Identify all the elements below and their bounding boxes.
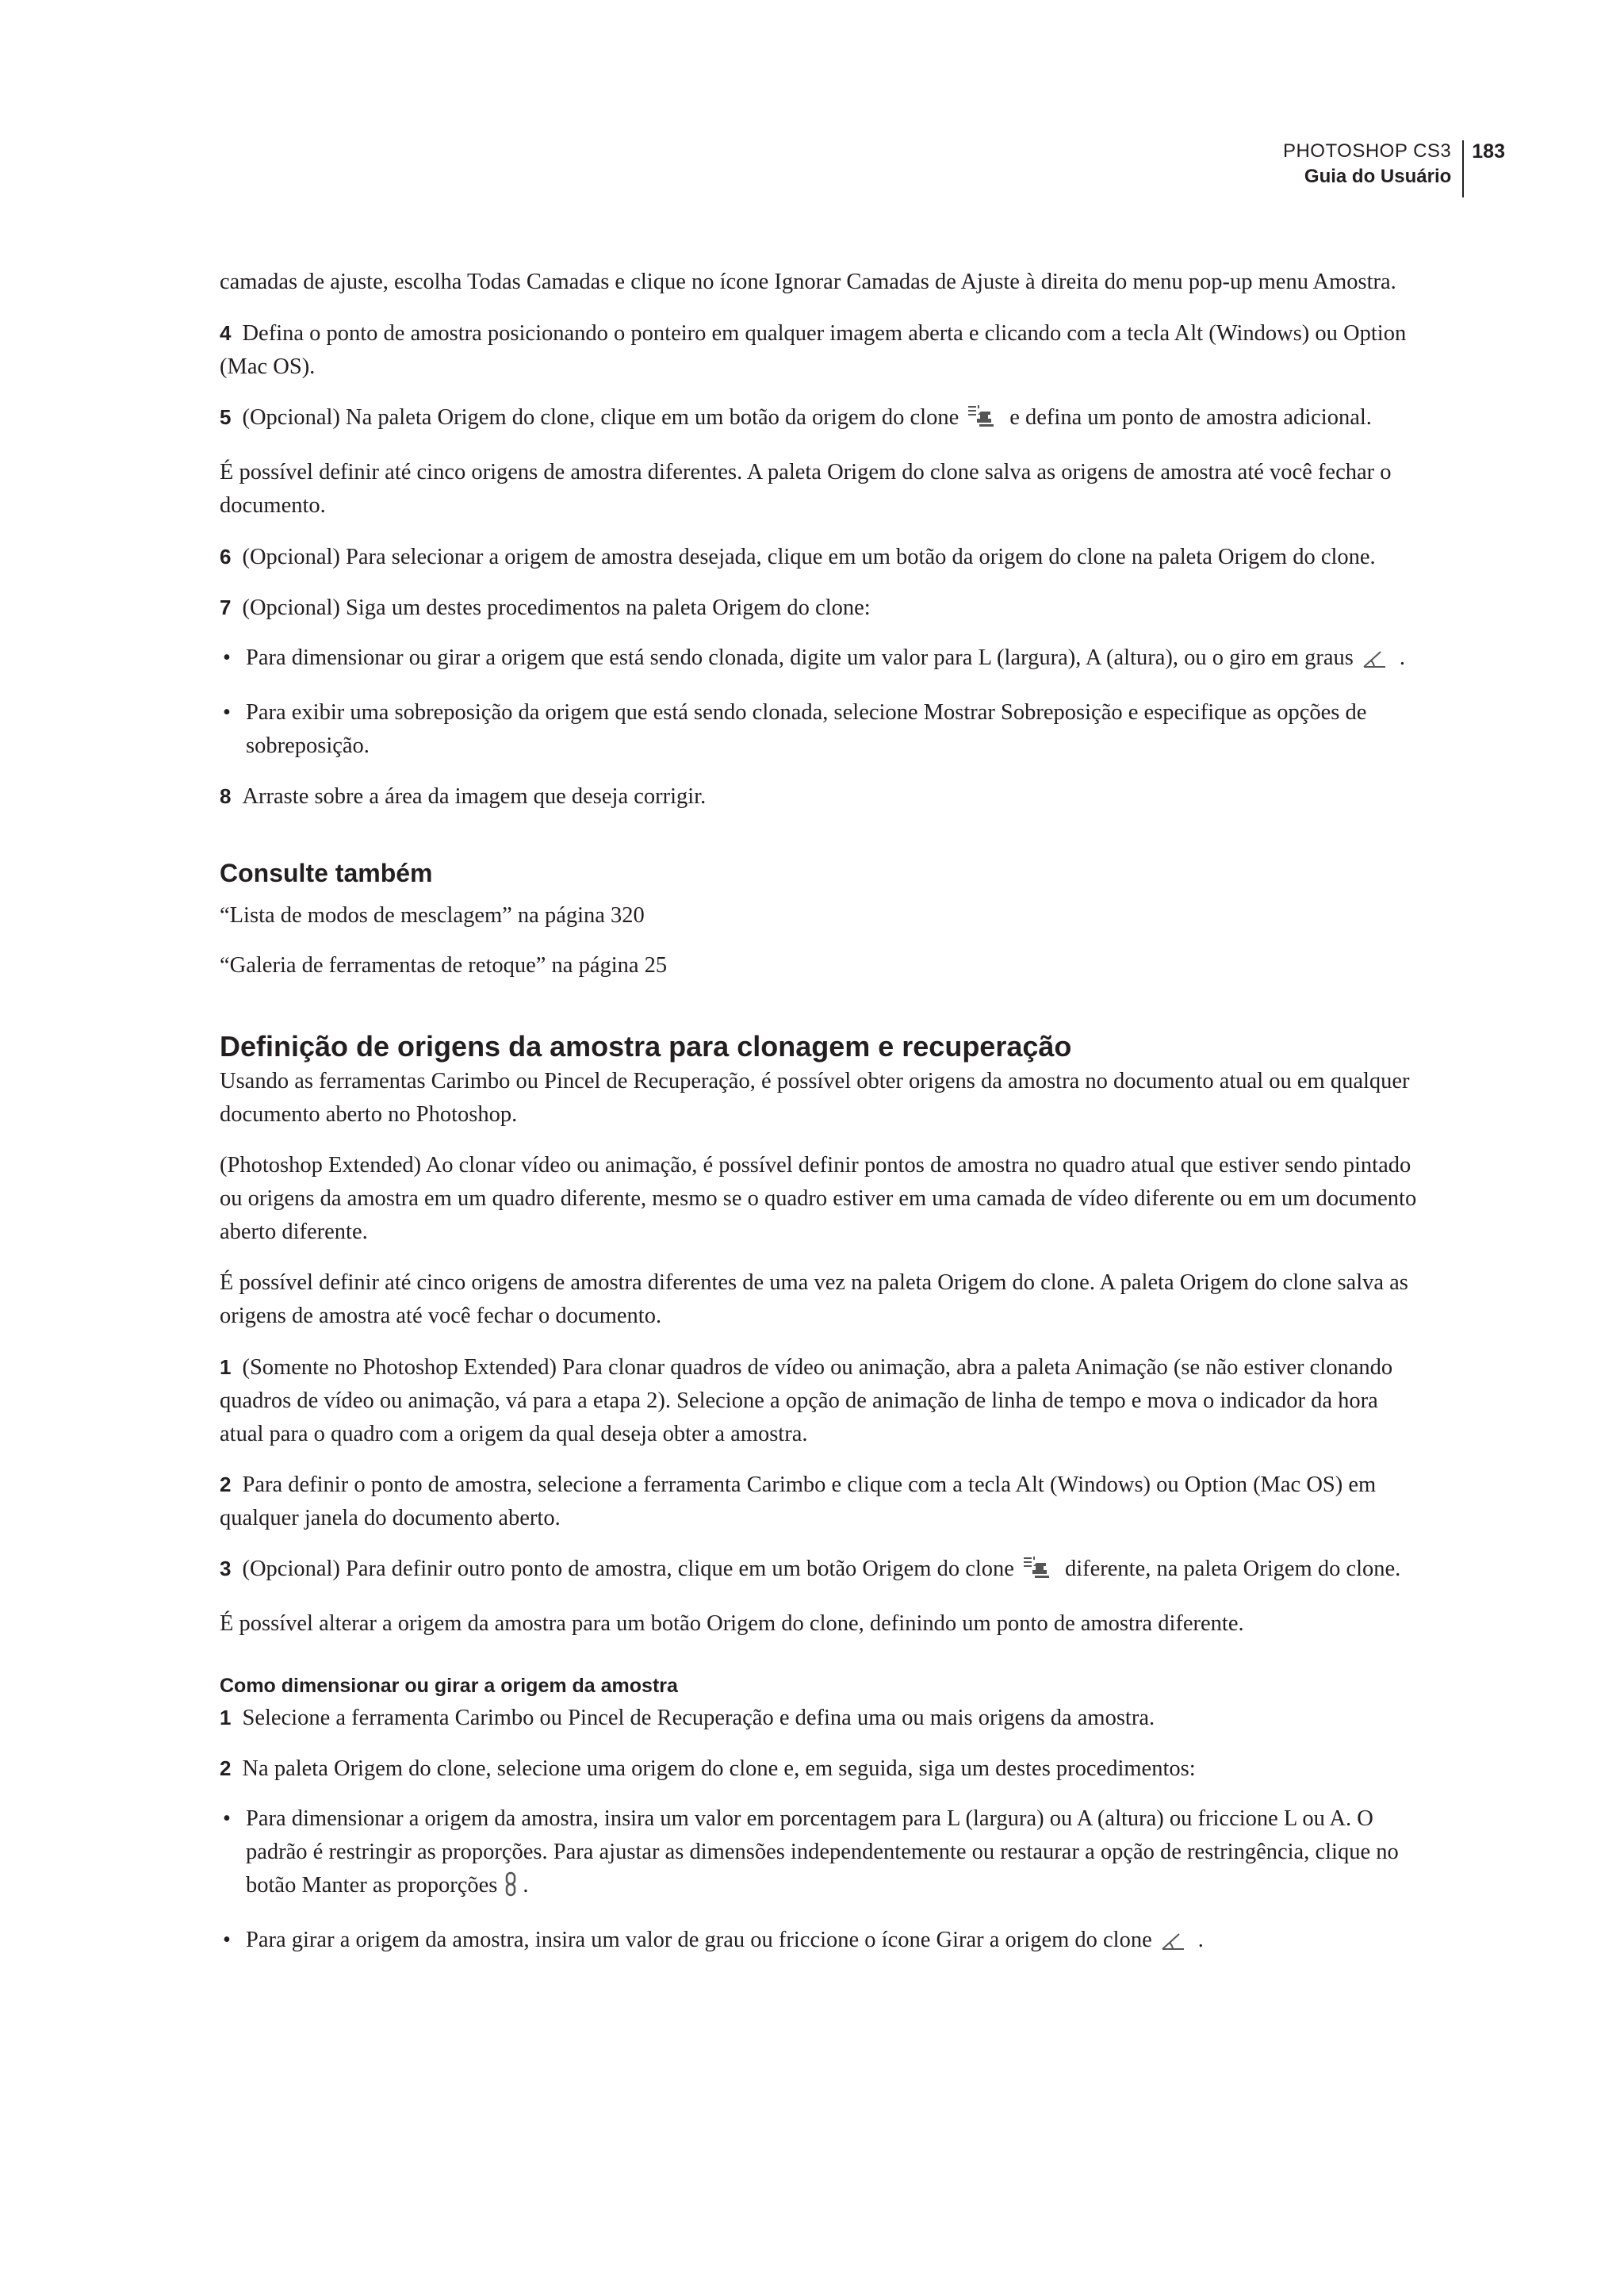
step-text: (Opcional) Siga um destes procedimentos na paleta Origem do clone: <box>242 596 871 620</box>
section-paragraph: É possível alterar a origem da amostra para um botão Origem do clone, definindo um ponto de amostra diferente. <box>220 1611 1244 1636</box>
chain-link-icon <box>504 1871 518 1907</box>
bullet-text-end: . <box>1197 1928 1204 1952</box>
section-paragraph: Usando as ferramentas Carimbo ou Pincel de Recuperação, é possível obter origens da amostra no documento atual ou em qualquer documento aberto no Photoshop. <box>220 1069 1410 1127</box>
step-text-continued: diferente, na paleta Origem do clone. <box>1064 1557 1401 1581</box>
step-text: (Somente no Photoshop Extended) Para clonar quadros de vídeo ou animação, abra a paleta Animação (se não estiver clonando quadros de vídeo ou animação, vá para a etapa 2). Selecione a opção de animação de linha de tempo e mova o indicador da hora atual para o quadro com a origem da qual deseja obter a amostra. <box>220 1355 1393 1446</box>
step-number: 2 <box>220 1473 232 1496</box>
subsection-step-2 <box>220 1752 1419 1786</box>
step-text: Na paleta Origem do clone, selecione uma origem do clone e, em seguida, siga um destes procedimentos: <box>242 1756 1196 1781</box>
section-step-1 <box>220 1350 1419 1451</box>
bullet-text-end: . <box>1399 645 1405 670</box>
page-content <box>220 266 1419 1962</box>
bullet-item <box>220 1924 1419 1962</box>
subsection-heading: Como dimensionar ou girar a origem da amostra <box>220 1675 678 1697</box>
bullet-item <box>220 1802 1419 1907</box>
clone-source-icon <box>967 404 998 439</box>
bullet-text: Para girar a origem da amostra, insira um valor de grau ou friccione o ícone Girar a origem do clone <box>246 1928 1152 1952</box>
step-number: 5 <box>220 405 232 429</box>
product-name: PHOTOSHOP CS3 <box>1282 140 1452 162</box>
bullet-text: Para exibir uma sobreposição da origem que está sendo clonada, selecione Mostrar Sobreposição e especifique as opções de sobreposição. <box>246 700 1367 758</box>
step-text: Defina o ponto de amostra posicionando o ponteiro em qualquer imagem aberta e clicando com a tecla Alt (Windows) ou Option (Mac OS). <box>220 321 1407 379</box>
bullet-symbol: • <box>223 645 231 670</box>
see-also-link-blend-modes[interactable]: “Lista de modos de mesclagem” na página 320 <box>220 903 645 928</box>
section-paragraph: (Photoshop Extended) Ao clonar vídeo ou animação, é possível definir pontos de amostra no quadro atual que estiver sendo pintado ou origens da amostra em um quadro diferente, mesmo se o quadro estiver em uma camada de vídeo diferente ou em um documento aberto diferente. <box>220 1153 1417 1244</box>
section-heading: Definição de origens da amostra para clonagem e recuperação <box>220 1030 1072 1063</box>
section-paragraph: É possível definir até cinco origens de amostra diferentes de uma vez na paleta Origem do clone. A paleta Origem do clone salva as origens de amostra até você fechar o documento. <box>220 1270 1408 1328</box>
step-number: 1 <box>220 1355 232 1379</box>
intro-paragraph: camadas de ajuste, escolha Todas Camadas e clique no ícone Ignorar Camadas de Ajuste à direita do menu pop-up menu Amostra. <box>220 270 1396 294</box>
bullet-symbol: • <box>223 1928 231 1952</box>
page-header <box>1283 139 1505 197</box>
bullet-text-end: . <box>523 1873 529 1898</box>
rotate-angle-icon <box>1160 1928 1187 1962</box>
step-number: 6 <box>220 545 232 569</box>
guide-title: Guia do Usuário <box>1304 166 1452 187</box>
step-text: (Opcional) Para selecionar a origem de amostra desejada, clique em um botão da origem do clone na paleta Origem do clone. <box>242 545 1376 569</box>
step-number: 4 <box>220 321 232 345</box>
step-number: 1 <box>220 1706 232 1729</box>
step-text: Para definir o ponto de amostra, selecione a ferramenta Carimbo e clique com a tecla Alt (Windows) ou Option (Mac OS) em qualquer janela do documento aberto. <box>220 1473 1377 1530</box>
step-6 <box>220 540 1419 574</box>
bullet-symbol: • <box>223 1806 231 1831</box>
step-text: Selecione a ferramenta Carimbo ou Pincel de Recuperação e defina uma ou mais origens da amostra. <box>242 1706 1155 1730</box>
see-also-heading: Consulte também <box>220 859 433 887</box>
step-7 <box>220 591 1419 625</box>
clone-source-icon <box>1022 1555 1054 1591</box>
bullet-item <box>220 641 1419 680</box>
see-also-link-retouch-gallery[interactable]: “Galeria de ferramentas de retoque” na página 25 <box>220 953 668 978</box>
section-step-2 <box>220 1468 1419 1535</box>
page-number: 183 <box>1472 140 1505 163</box>
five-sources-paragraph: É possível definir até cinco origens de amostra diferentes. A paleta Origem do clone salva as origens de amostra até você fechar o documento. <box>220 460 1392 518</box>
subsection-step-1 <box>220 1701 1419 1735</box>
header-text <box>1283 139 1462 190</box>
section-step-3 <box>220 1552 1419 1591</box>
step-text: Arraste sobre a área da imagem que deseja corrigir. <box>242 784 707 809</box>
step-5 <box>220 400 1419 439</box>
step-text-continued: e defina um ponto de amostra adicional. <box>1009 405 1372 430</box>
step-number: 2 <box>220 1756 232 1780</box>
step-text: (Opcional) Na paleta Origem do clone, clique em um botão da origem do clone <box>242 405 959 430</box>
step-4 <box>220 316 1419 384</box>
step-text: (Opcional) Para definir outro ponto de amostra, clique em um botão Origem do clone <box>242 1557 1014 1581</box>
bullet-item <box>220 696 1419 763</box>
step-number: 8 <box>220 784 232 808</box>
bullet-symbol: • <box>223 700 231 725</box>
step-8 <box>220 779 1419 814</box>
step-number: 3 <box>220 1557 232 1580</box>
bullet-text: Para dimensionar ou girar a origem que está sendo clonada, digite um valor para L (largura), A (altura), ou o giro em graus <box>246 645 1354 670</box>
rotate-angle-icon <box>1362 646 1388 680</box>
step-number: 7 <box>220 596 232 619</box>
bullet-text: Para dimensionar a origem da amostra, insira um valor em porcentagem para L (largura) ou A (altura) ou friccione L ou A. O padrão é restringir as proporções. Para ajustar as dimensões independentemente ou restaurar a opção de restringência, clique no botão Manter as proporções <box>246 1806 1399 1898</box>
